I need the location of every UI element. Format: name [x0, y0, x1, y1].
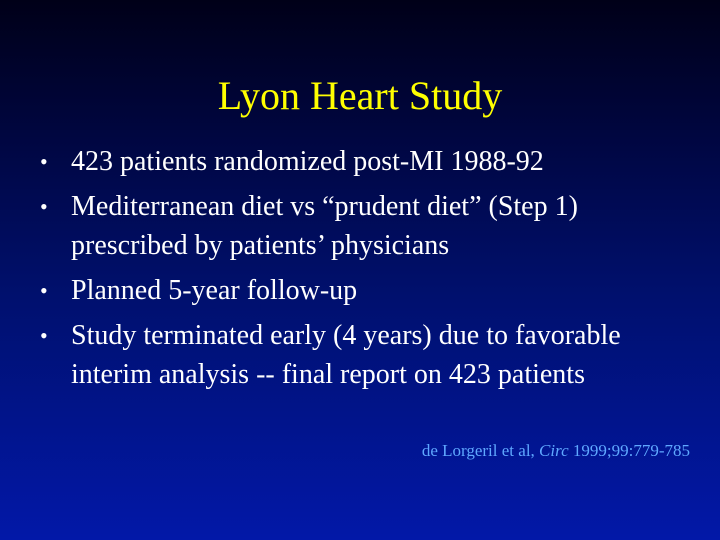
bullet-list [40, 142, 700, 400]
citation-details: 1999;99:779-785 [568, 441, 690, 460]
bullet-item [40, 271, 700, 310]
bullet-text: Planned 5-year follow-up [71, 275, 358, 306]
bullet-marker: • [40, 278, 48, 303]
citation-authors: de Lorgeril et al, [421, 441, 540, 460]
bullet-item [40, 187, 700, 265]
bullet-text: Mediterranean diet vs “prudent diet” (Step 1) prescribed by patients’ physicians [71, 191, 578, 261]
bullet-marker: • [40, 323, 48, 348]
bullet-marker: • [40, 194, 48, 219]
bullet-text: Study terminated early (4 years) due to favorable interim analysis -- final report on 423 patients [71, 320, 621, 390]
bullet-text: 423 patients randomized post-MI 1988-92 [71, 146, 544, 177]
citation-journal: Circ [539, 441, 569, 460]
bullet-marker: • [40, 149, 48, 174]
bullet-item [40, 142, 700, 181]
slide-title: Lyon Heart Study [217, 73, 503, 118]
citation [422, 440, 690, 462]
bullet-item [40, 316, 700, 394]
